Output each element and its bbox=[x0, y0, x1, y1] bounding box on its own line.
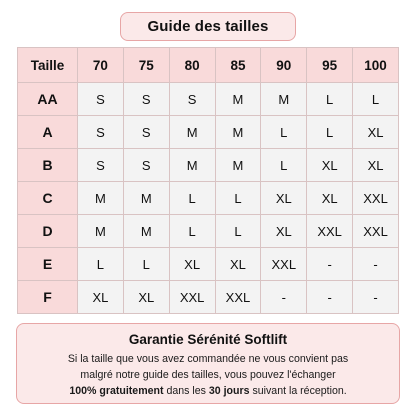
row-header: F bbox=[18, 281, 78, 314]
table-header-row bbox=[18, 48, 399, 83]
size-cell: S bbox=[169, 83, 215, 116]
size-cell: L bbox=[261, 116, 307, 149]
table-row bbox=[18, 281, 399, 314]
days-emphasis: 30 jours bbox=[208, 385, 250, 397]
size-cell: S bbox=[123, 149, 169, 182]
size-cell: XL bbox=[353, 149, 399, 182]
guarantee-line: Si la taille que vous avez commandée ne vous convient pas bbox=[67, 353, 349, 365]
free-exchange-emphasis: 100% gratuitement bbox=[69, 385, 164, 397]
size-cell: XXL bbox=[169, 281, 215, 314]
size-cell: XL bbox=[261, 182, 307, 215]
header-label: Taille bbox=[18, 48, 78, 83]
size-cell: L bbox=[261, 149, 307, 182]
size-cell: L bbox=[169, 182, 215, 215]
size-cell: L bbox=[123, 248, 169, 281]
row-header: D bbox=[18, 215, 78, 248]
column-header: 100 bbox=[353, 48, 399, 83]
size-cell: M bbox=[78, 182, 124, 215]
size-cell: XL bbox=[353, 116, 399, 149]
guarantee-box bbox=[16, 323, 400, 404]
size-cell: M bbox=[169, 116, 215, 149]
guarantee-text bbox=[17, 351, 399, 399]
size-cell: S bbox=[78, 83, 124, 116]
size-cell: XL bbox=[307, 182, 353, 215]
guarantee-text-fragment: suivant la réception. bbox=[249, 385, 347, 397]
column-header: 70 bbox=[78, 48, 124, 83]
size-cell: M bbox=[261, 83, 307, 116]
table-row bbox=[18, 215, 399, 248]
table-row bbox=[18, 248, 399, 281]
size-cell: XXL bbox=[353, 182, 399, 215]
size-cell: M bbox=[123, 215, 169, 248]
size-cell: M bbox=[169, 149, 215, 182]
size-cell: XL bbox=[215, 248, 261, 281]
column-header: 95 bbox=[307, 48, 353, 83]
row-header: C bbox=[18, 182, 78, 215]
size-cell: L bbox=[353, 83, 399, 116]
size-cell: XXL bbox=[353, 215, 399, 248]
column-header: 90 bbox=[261, 48, 307, 83]
table-row bbox=[18, 116, 399, 149]
size-cell: S bbox=[123, 83, 169, 116]
column-header: 80 bbox=[169, 48, 215, 83]
size-table bbox=[17, 47, 399, 314]
size-cell: L bbox=[169, 215, 215, 248]
table-row bbox=[18, 149, 399, 182]
table-row bbox=[18, 182, 399, 215]
size-cell: L bbox=[307, 116, 353, 149]
size-cell: M bbox=[215, 83, 261, 116]
size-cell: XL bbox=[123, 281, 169, 314]
size-cell: L bbox=[215, 182, 261, 215]
size-cell: XXL bbox=[261, 248, 307, 281]
table-row bbox=[18, 83, 399, 116]
size-cell: - bbox=[307, 281, 353, 314]
row-header: A bbox=[18, 116, 78, 149]
column-header: 75 bbox=[123, 48, 169, 83]
size-cell: - bbox=[353, 281, 399, 314]
row-header: B bbox=[18, 149, 78, 182]
size-cell: XL bbox=[169, 248, 215, 281]
size-cell: XXL bbox=[307, 215, 353, 248]
row-header: E bbox=[18, 248, 78, 281]
column-header: 85 bbox=[215, 48, 261, 83]
size-cell: M bbox=[78, 215, 124, 248]
size-cell: L bbox=[307, 83, 353, 116]
size-cell: XL bbox=[78, 281, 124, 314]
size-cell: L bbox=[215, 215, 261, 248]
size-cell: S bbox=[78, 149, 124, 182]
guarantee-line bbox=[17, 383, 399, 399]
size-cell: - bbox=[261, 281, 307, 314]
guarantee-line: malgré notre guide des tailles, vous pouvez l'échanger bbox=[80, 369, 336, 381]
guarantee-title: Garantie Sérénité Softlift bbox=[128, 332, 288, 347]
size-cell: XXL bbox=[215, 281, 261, 314]
row-header: AA bbox=[18, 83, 78, 116]
size-cell: M bbox=[215, 116, 261, 149]
page-title: Guide des tailles bbox=[120, 12, 296, 41]
size-cell: S bbox=[123, 116, 169, 149]
size-cell: M bbox=[123, 182, 169, 215]
guarantee-text-fragment: dans les bbox=[163, 385, 209, 397]
size-cell: S bbox=[78, 116, 124, 149]
size-cell: - bbox=[307, 248, 353, 281]
size-cell: M bbox=[215, 149, 261, 182]
size-cell: - bbox=[353, 248, 399, 281]
size-cell: L bbox=[78, 248, 124, 281]
size-cell: XL bbox=[307, 149, 353, 182]
size-cell: XL bbox=[261, 215, 307, 248]
